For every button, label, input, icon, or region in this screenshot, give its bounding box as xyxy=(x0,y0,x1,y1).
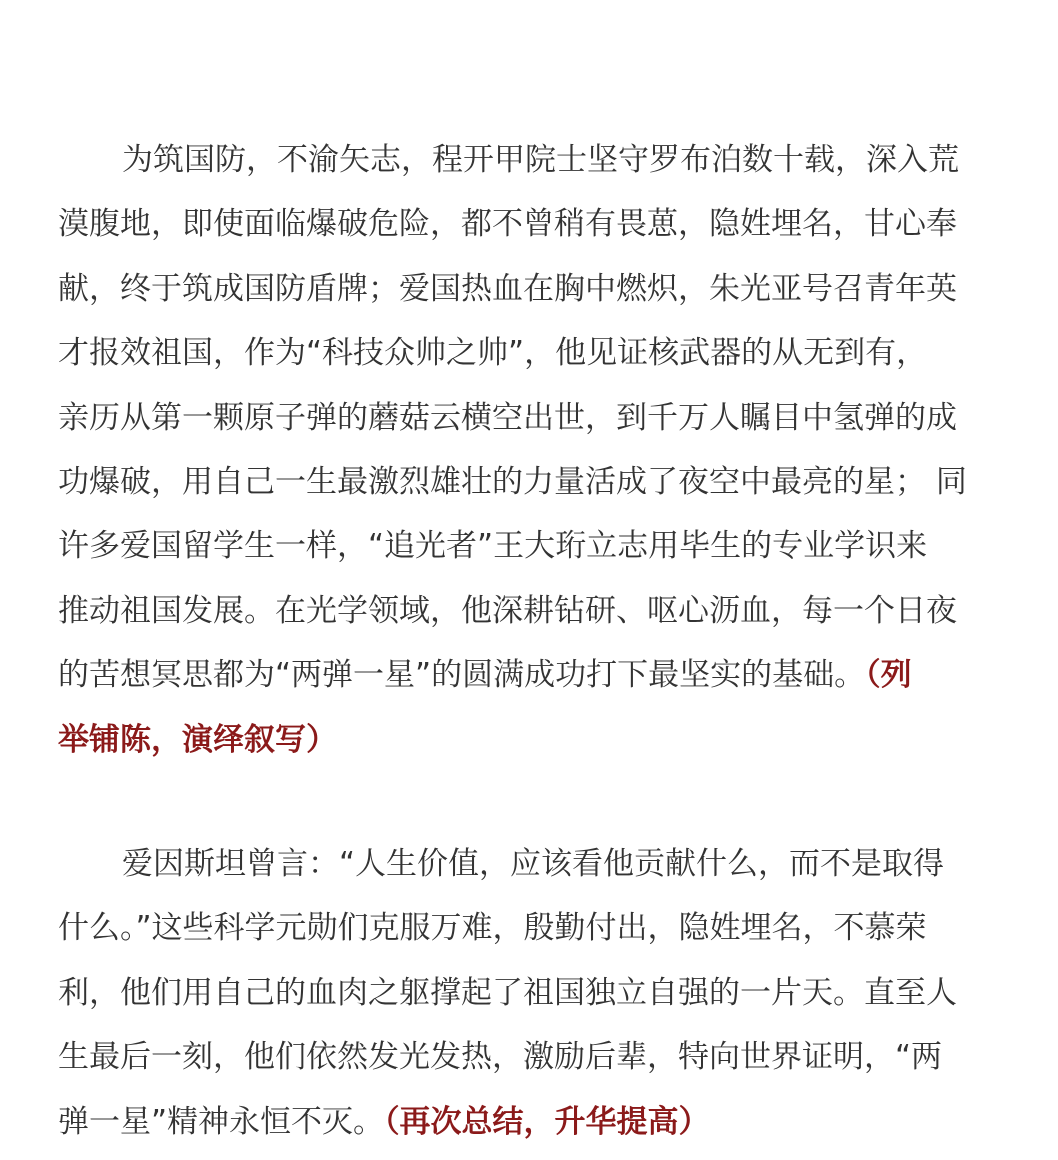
annotation-note: 举铺陈，演绎叙写） xyxy=(58,721,337,758)
text-line: 推动祖国发展。在光学领域，他深耕钻研、呕心沥血，每一个日夜 xyxy=(58,592,957,629)
text-line: 生最后一刻，他们依然发光发热，激励后辈，特向世界证明，“两 xyxy=(58,1039,943,1076)
text-segment: 的苦想冥思都为“两弹一星”的圆满成功打下最坚实的基础。 xyxy=(58,657,866,694)
text-line xyxy=(58,1090,990,1154)
text-line: 才报效祖国，作为“科技众帅之帅”，他见证核武器的从无到有， xyxy=(58,335,928,372)
paragraph-scientists xyxy=(58,128,990,772)
text-line: 亲历从第一颗原子弹的蘑菇云横空出世，到千万人瞩目中氢弹的成 xyxy=(58,399,957,436)
text-line: 利，他们用自己的血肉之躯撑起了祖国独立自强的一片天。直至人 xyxy=(58,974,957,1011)
text-line: 献，终于筑成国防盾牌；爱国热血在胸中燃炽，朱光亚号召青年英 xyxy=(58,270,957,307)
text-line: 爱因斯坦曾言：“人生价值，应该看他贡献什么，而不是取得 xyxy=(122,846,945,882)
text-line: 什么。”这些科学元勋们克服万难，殷勤付出，隐姓埋名，不慕荣 xyxy=(58,910,927,947)
text-line: 功爆破，用自己一生最激烈雄壮的力量活成了夜空中最亮的星； 同 xyxy=(58,463,967,500)
annotation-note: （列 xyxy=(865,657,912,694)
paragraph-conclusion xyxy=(58,832,990,1154)
text-line: 为筑国防，不渝矢志，程开甲院士坚守罗布泊数十载，深入荒 xyxy=(122,142,959,178)
text-segment: 弹一星”精神永恒不灭。 xyxy=(58,1103,385,1140)
text-line: 许多爱国留学生一样，“追光者”王大珩立志用毕生的专业学识来 xyxy=(58,528,928,565)
text-line: 漠腹地，即使面临爆破危险，都不曾稍有畏葸，隐姓埋名，甘心奉 xyxy=(58,206,957,243)
annotation-note: （再次总结，升华提高） xyxy=(384,1103,710,1140)
text-line xyxy=(58,643,990,707)
